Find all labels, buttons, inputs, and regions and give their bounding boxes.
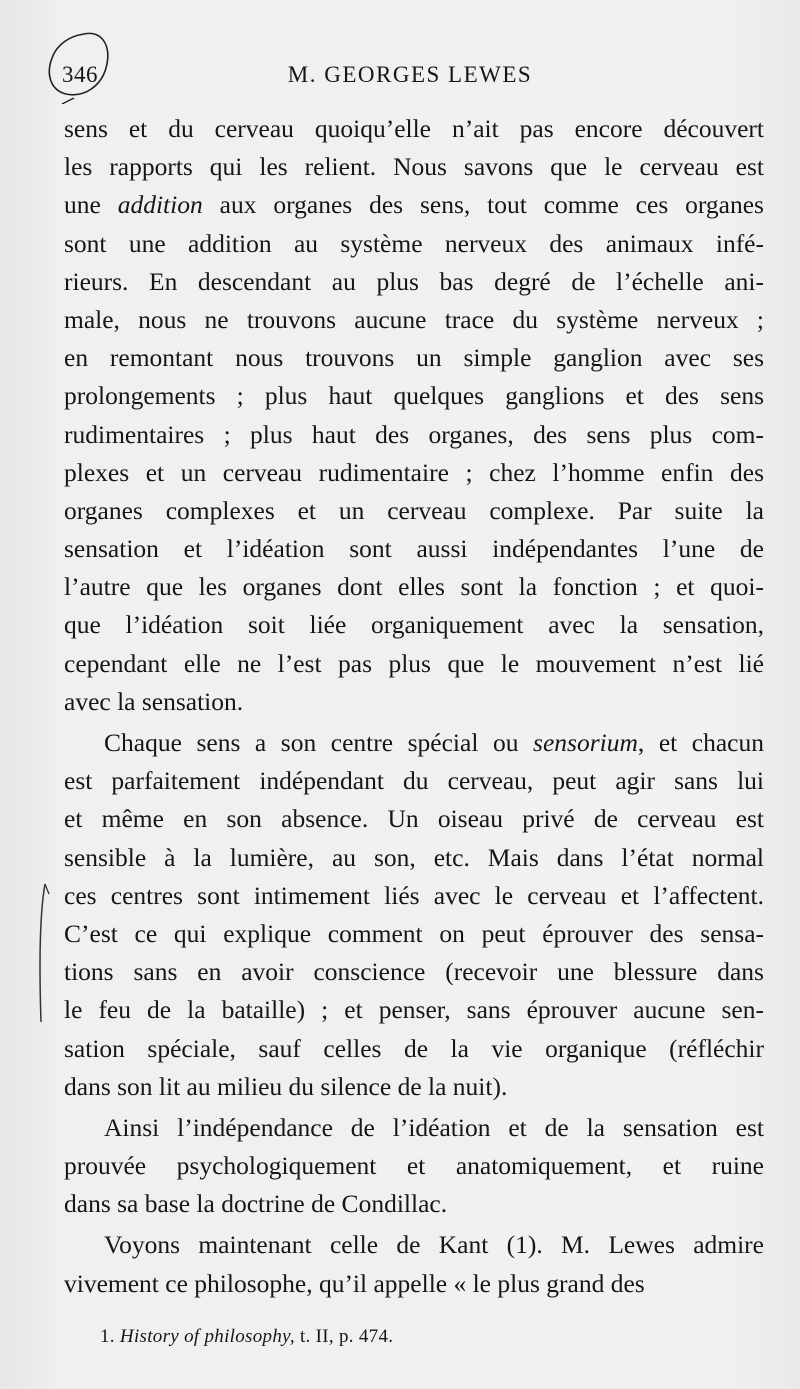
text-line: ces centres sont intimement liés avec le cerveau et l’affectent. (64, 880, 764, 910)
text-line: Ainsi l’indépendance de l’idéation et de la sensation est (104, 1112, 764, 1142)
text-line: organes complexes et un cerveau complexe. Par suite la (64, 495, 764, 525)
body-text (64, 110, 764, 1303)
running-title: M. GEORGES LEWES (287, 62, 533, 87)
text-line: sation spéciale, sauf celles de la vie organique (réfléchir (64, 1033, 764, 1063)
text-line: avec la sensation. (64, 686, 244, 716)
text-line: rieurs. En descendant au plus bas degré de l’échelle ani- (64, 266, 764, 296)
text-line: rudimentaires ; plus haut des organes, des sens plus com- (64, 419, 764, 449)
handwritten-margin-bracket (36, 882, 50, 1027)
text-line: et même en son absence. Un oiseau privé de cerveau est (64, 804, 764, 834)
footnote-title: History of philosophy, (119, 1326, 295, 1347)
footnote-marker: 1. (100, 1326, 115, 1347)
paragraph (64, 110, 764, 721)
paragraph (64, 724, 764, 1106)
page-header (0, 62, 800, 102)
text-line: est parfaitement indépendant du cerveau, peut agir sans lui (64, 766, 764, 796)
text-line: prolongements ; plus haut quelques ganglions et des sens (64, 381, 764, 411)
text-line: une addition aux organes des sens, tout comme ces organes (64, 190, 764, 220)
footnote (100, 1326, 393, 1348)
text-line: les rapports qui les relient. Nous savons que le cerveau est (64, 152, 764, 182)
text-line: Chaque sens a son centre spécial ou sensorium, et chacun (104, 728, 764, 757)
text-line: prouvée psychologiquement et anatomiquement, et ruine (64, 1151, 764, 1181)
text-line: cependant elle ne l’est pas plus que le mouvement n’est lié (64, 648, 764, 678)
text-line: C’est ce qui explique comment on peut éprouver des sensa- (64, 918, 764, 948)
text-line: sens et du cerveau quoiqu’elle n’ait pas encore découvert (64, 114, 764, 143)
text-line: vivement ce philosophe, qu’il appelle « le plus grand des (64, 1268, 645, 1298)
text-line: plexes et un cerveau rudimentaire ; chez l’homme enfin des (64, 457, 764, 487)
text-line: sont une addition au système nerveux des animaux infé- (64, 228, 764, 258)
text-line: dans son lit au milieu du silence de la nuit). (64, 1071, 508, 1101)
text-line: dans sa base la doctrine de Condillac. (64, 1189, 448, 1219)
text-line: Voyons maintenant celle de Kant (1). M. Lewes admire (104, 1230, 764, 1260)
paragraph (64, 1226, 764, 1302)
text-line: en remontant nous trouvons un simple ganglion avec ses (64, 343, 764, 373)
text-line: sensation et l’idéation sont aussi indépendantes l’une de (64, 534, 764, 564)
text-line: male, nous ne trouvons aucune trace du système nerveux ; (64, 304, 764, 334)
text-line: sensible à la lumière, au son, etc. Mais dans l’état normal (64, 842, 764, 872)
text-line: que l’idéation soit liée organiquement avec la sensation, (64, 610, 764, 640)
text-line: l’autre que les organes dont elles sont la fonction ; et quoi- (64, 572, 764, 602)
text-line: le feu de la bataille) ; et penser, sans éprouver aucune sen- (64, 995, 764, 1025)
page-number: 346 (62, 62, 98, 87)
paragraph (64, 1109, 764, 1224)
text-line: tions sans en avoir conscience (recevoir une blessure dans (64, 957, 764, 987)
footnote-reference: t. II, p. 474. (294, 1326, 394, 1347)
